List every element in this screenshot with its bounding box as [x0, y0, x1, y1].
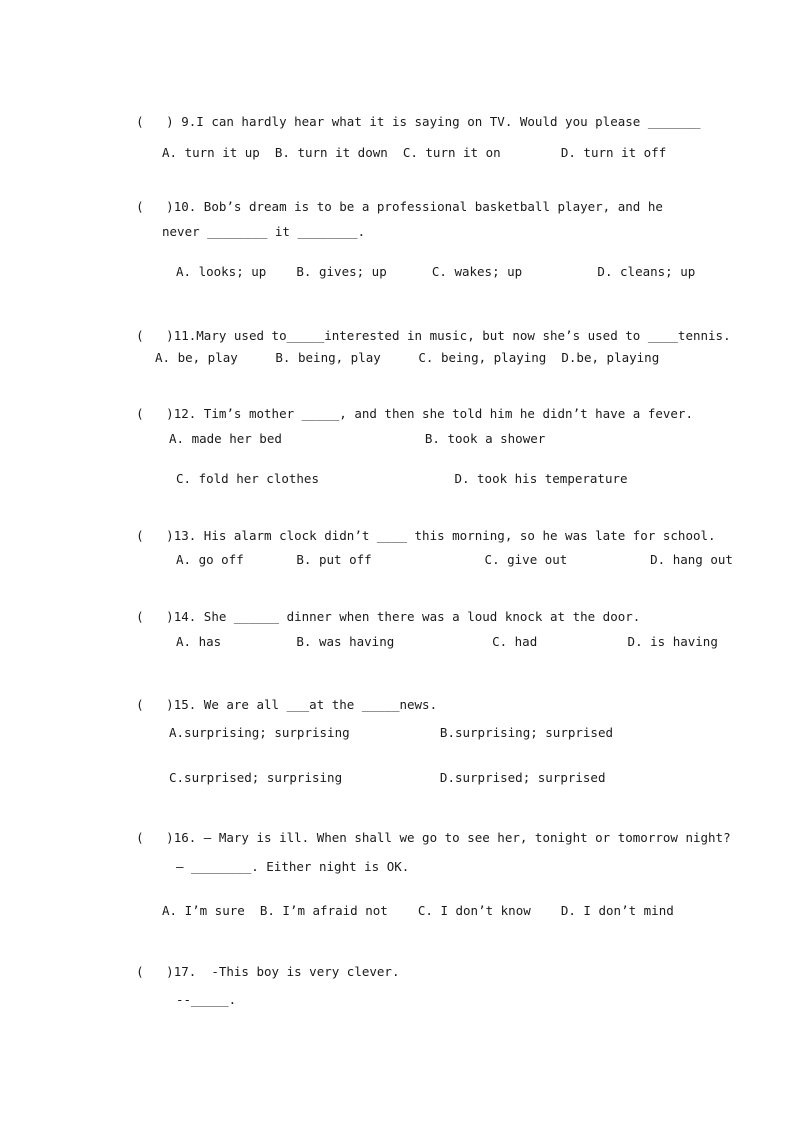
question-11-stem [121, 312, 731, 344]
question-13-options: A. go off B. put off C. give out D. hang out [176, 552, 733, 567]
question-text: Tim’s mother _____, and then she told him he didn’t have a fever. [196, 406, 693, 421]
question-12-options-row1: A. made her bed B. took a shower [169, 431, 546, 446]
question-text: His alarm clock didn’t ____ this morning, so he was late for school. [196, 528, 716, 543]
question-17-stem [121, 948, 399, 980]
question-text: Mary used to_____interested in music, but now she’s used to ____tennis. [196, 328, 731, 343]
question-15-options-row1: A.surprising; surprising B.surprising; surprised [169, 725, 614, 740]
answer-paren[interactable]: ( )13. [136, 528, 197, 543]
question-12-options-row2: C. fold her clothes D. took his temperature [176, 471, 628, 486]
answer-paren[interactable]: ( )10. [136, 199, 197, 214]
question-text: I can hardly hear what it is saying on TV. Would you please _______ [196, 114, 701, 129]
question-10-stem [121, 183, 663, 215]
question-text: Bob’s dream is to be a professional basketball player, and he [196, 199, 663, 214]
question-15-options-row2: C.surprised; surprising D.surprised; surprised [169, 770, 606, 785]
answer-paren[interactable]: ( )15. [136, 697, 197, 712]
question-14-options: A. has B. was having C. had D. is having [176, 634, 718, 649]
question-10-options: A. looks; up B. gives; up C. wakes; up D. cleans; up [176, 264, 696, 279]
question-text: -This boy is very clever. [196, 964, 400, 979]
question-11-options: A. be, play B. being, play C. being, playing D.be, playing [155, 350, 660, 365]
question-text: She ______ dinner when there was a loud knock at the door. [196, 609, 641, 624]
question-16-stem [121, 814, 731, 846]
question-15-stem [121, 681, 437, 713]
question-10-stem-continued: never ________ it ________. [162, 224, 366, 239]
question-13-stem [121, 512, 716, 544]
answer-paren[interactable]: ( )12. [136, 406, 197, 421]
answer-paren[interactable]: ( )17. [136, 964, 197, 979]
question-16-stem-continued: — ________. Either night is OK. [176, 859, 410, 874]
question-text: — Mary is ill. When shall we go to see her, tonight or tomorrow night? [196, 830, 731, 845]
question-text: We are all ___at the _____news. [196, 697, 438, 712]
answer-paren[interactable]: ( )14. [136, 609, 197, 624]
question-9-stem [121, 98, 701, 130]
question-16-options: A. I’m sure B. I’m afraid not C. I don’t know D. I don’t mind [162, 903, 674, 918]
answer-paren[interactable]: ( )11. [136, 328, 197, 343]
answer-paren[interactable]: ( )16. [136, 830, 197, 845]
question-17-stem-continued: --_____. [176, 992, 237, 1007]
question-14-stem [121, 593, 640, 625]
question-12-stem [121, 390, 693, 422]
answer-paren[interactable]: ( ) 9. [136, 114, 197, 129]
question-9-options: A. turn it up B. turn it down C. turn it on D. turn it off [162, 145, 667, 160]
